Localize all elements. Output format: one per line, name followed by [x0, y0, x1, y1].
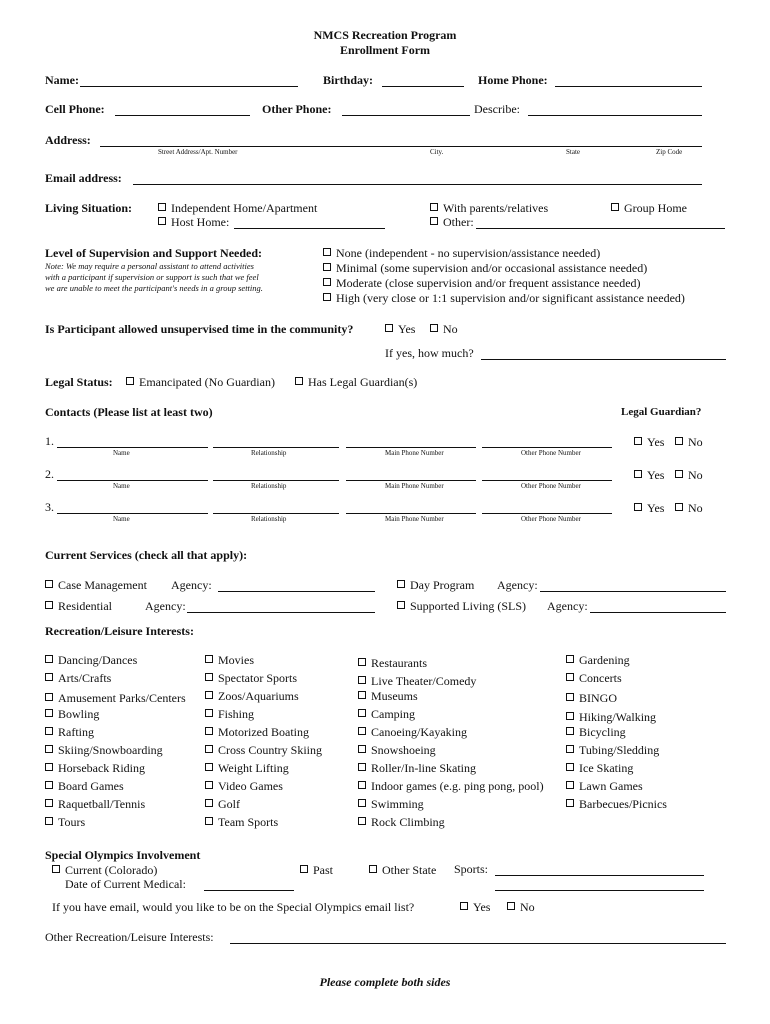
checkbox-icon[interactable]	[205, 817, 213, 825]
caption-relationship: Relationship	[251, 449, 287, 457]
interest-label: Weight Lifting	[218, 761, 289, 775]
checkbox-icon[interactable]	[358, 763, 366, 771]
interest-item[interactable]	[358, 725, 467, 739]
interest-item[interactable]	[45, 815, 85, 829]
checkbox-icon[interactable]	[397, 580, 405, 588]
checkbox-icon[interactable]	[205, 727, 213, 735]
interest-item[interactable]	[205, 779, 283, 793]
contact-3-number: 3.	[45, 500, 54, 514]
interest-item[interactable]	[45, 653, 137, 667]
checkbox-icon[interactable]	[205, 655, 213, 663]
interest-label: Concerts	[579, 671, 622, 685]
checkbox-icon[interactable]	[634, 437, 642, 445]
interest-label: Bicycling	[579, 725, 626, 739]
checkbox-icon[interactable]	[566, 727, 574, 735]
living-independent-option[interactable]	[158, 201, 317, 215]
contact-2-main-phone[interactable]	[346, 467, 476, 481]
checkbox-icon[interactable]	[566, 799, 574, 807]
describe-label: Describe:	[474, 102, 520, 116]
checkbox-icon[interactable]	[45, 693, 53, 701]
contact-2-number: 2.	[45, 467, 54, 481]
checkbox-icon[interactable]	[385, 324, 393, 332]
interest-item[interactable]	[45, 725, 94, 739]
interest-label: Swimming	[371, 797, 424, 811]
so-other-state-option[interactable]	[369, 863, 436, 877]
contact-1-relationship[interactable]	[213, 434, 339, 448]
unsupervised-yes-option[interactable]	[385, 322, 415, 336]
checkbox-icon[interactable]	[45, 781, 53, 789]
cell-phone-label: Cell Phone:	[45, 102, 105, 116]
checkbox-icon[interactable]	[358, 799, 366, 807]
no-text: No	[520, 900, 535, 914]
checkbox-icon[interactable]	[158, 203, 166, 211]
interest-item[interactable]	[205, 653, 254, 667]
interest-item[interactable]	[566, 725, 626, 739]
checkbox-icon[interactable]	[205, 763, 213, 771]
checkbox-icon[interactable]	[205, 799, 213, 807]
interest-label: Team Sports	[218, 815, 279, 829]
checkbox-icon[interactable]	[358, 691, 366, 699]
yes-text: Yes	[647, 501, 665, 515]
interest-item[interactable]	[358, 674, 476, 688]
interest-label: Tours	[58, 815, 86, 829]
agency-label-2: Agency:	[497, 578, 538, 592]
checkbox-icon[interactable]	[430, 203, 438, 211]
email-field[interactable]	[133, 171, 702, 185]
interests-heading: Recreation/Leisure Interests:	[45, 624, 194, 638]
sls-text: Supported Living (SLS)	[410, 599, 526, 613]
no-text: No	[688, 435, 703, 449]
contact-3-main-phone[interactable]	[346, 500, 476, 514]
contact-2-name[interactable]	[57, 467, 208, 481]
checkbox-icon[interactable]	[566, 655, 574, 663]
supervision-moderate-text: Moderate (close supervision and/or frequent assistance needed)	[336, 276, 641, 290]
agency-field-1[interactable]	[218, 578, 375, 592]
address-label: Address:	[45, 133, 91, 147]
agency-label-3: Agency:	[145, 599, 186, 613]
checkbox-icon[interactable]	[45, 655, 53, 663]
checkbox-icon[interactable]	[566, 745, 574, 753]
checkbox-icon[interactable]	[358, 676, 366, 684]
yes-text: Yes	[647, 468, 665, 482]
contact-1-name[interactable]	[57, 434, 208, 448]
caption-main-phone: Main Phone Number	[385, 515, 444, 523]
interest-item[interactable]	[205, 725, 309, 739]
other-interests-label: Other Recreation/Leisure Interests:	[45, 930, 214, 944]
residential-text: Residential	[58, 599, 112, 613]
checkbox-icon[interactable]	[45, 673, 53, 681]
address-zip-caption: Zip Code	[656, 148, 683, 156]
service-case-management[interactable]	[45, 578, 147, 592]
interest-label: Arts/Crafts	[58, 671, 112, 685]
interest-item[interactable]	[45, 743, 163, 757]
checkbox-icon[interactable]	[358, 817, 366, 825]
interest-item[interactable]	[566, 779, 643, 793]
interest-label: Restaurants	[371, 656, 427, 670]
caption-name: Name	[113, 449, 130, 457]
legal-guardian-text: Has Legal Guardian(s)	[308, 375, 418, 389]
sports-label: Sports:	[454, 862, 489, 876]
checkbox-icon[interactable]	[566, 763, 574, 771]
contact-1-other-phone[interactable]	[482, 434, 612, 448]
medical-date-field[interactable]	[204, 877, 294, 891]
contact-1-main-phone[interactable]	[346, 434, 476, 448]
interest-item[interactable]	[205, 815, 278, 829]
contact-1-number: 1.	[45, 434, 54, 448]
contact-3-name[interactable]	[57, 500, 208, 514]
checkbox-icon[interactable]	[430, 324, 438, 332]
checkbox-icon[interactable]	[205, 709, 213, 717]
how-much-label: If yes, how much?	[385, 346, 474, 360]
contact-3-guardian-yes[interactable]	[634, 501, 664, 515]
checkbox-icon[interactable]	[507, 902, 515, 910]
so-email-yes[interactable]	[460, 900, 490, 914]
supervision-high-option[interactable]	[323, 291, 685, 305]
interest-label: Cross Country Skiing	[218, 743, 323, 757]
supervision-note-1: Note: We may require a personal assistant to attend activities	[45, 261, 254, 271]
describe-field[interactable]	[528, 102, 702, 116]
checkbox-icon[interactable]	[566, 693, 574, 701]
checkbox-icon[interactable]	[45, 799, 53, 807]
interest-label: Bowling	[58, 707, 100, 721]
interest-label: Fishing	[218, 707, 255, 721]
interest-item[interactable]	[358, 761, 476, 775]
so-email-no[interactable]	[507, 900, 535, 914]
interest-label: Snowshoeing	[371, 743, 436, 757]
interest-label: Ice Skating	[579, 761, 634, 775]
supervision-high-text: High (very close or 1:1 supervision and/or significant assistance needed)	[336, 291, 685, 305]
interest-item[interactable]	[45, 671, 111, 685]
living-host-text: Host Home:	[171, 215, 230, 229]
interest-label: Tubing/Sledding	[579, 743, 660, 757]
interest-item[interactable]	[358, 797, 424, 811]
birthday-field[interactable]	[382, 73, 464, 87]
agency-field-2[interactable]	[540, 578, 726, 592]
checkbox-icon[interactable]	[45, 745, 53, 753]
interest-label: Zoos/Aquariums	[218, 689, 299, 703]
contact-3-guardian-no[interactable]	[675, 501, 703, 515]
interest-item[interactable]	[566, 691, 617, 705]
checkbox-icon[interactable]	[358, 781, 366, 789]
case-management-text: Case Management	[58, 578, 147, 592]
interest-item[interactable]	[205, 743, 322, 757]
interest-item[interactable]	[358, 779, 544, 793]
checkbox-icon[interactable]	[205, 691, 213, 699]
checkbox-icon[interactable]	[675, 503, 683, 511]
email-label: Email address:	[45, 171, 122, 185]
living-other-field[interactable]	[476, 215, 725, 229]
supervision-label: Level of Supervision and Support Needed:	[45, 246, 263, 260]
interest-label: Roller/In-line Skating	[371, 761, 476, 775]
checkbox-icon[interactable]	[566, 673, 574, 681]
no-text: No	[688, 501, 703, 515]
caption-other-phone: Other Phone Number	[521, 449, 581, 457]
checkbox-icon[interactable]	[358, 658, 366, 666]
name-label: Name:	[45, 73, 79, 87]
unsupervised-yes-text: Yes	[398, 322, 416, 336]
interest-label: Motorized Boating	[218, 725, 309, 739]
checkbox-icon[interactable]	[358, 745, 366, 753]
caption-name: Name	[113, 515, 130, 523]
no-text: No	[688, 468, 703, 482]
agency-label-1: Agency:	[171, 578, 212, 592]
checkbox-icon[interactable]	[45, 580, 53, 588]
sports-field-1[interactable]	[495, 862, 704, 876]
checkbox-icon[interactable]	[358, 709, 366, 717]
home-phone-field[interactable]	[555, 73, 702, 87]
interest-label: Canoeing/Kayaking	[371, 725, 467, 739]
agency-field-3[interactable]	[187, 599, 375, 613]
agency-label-4: Agency:	[547, 599, 588, 613]
legal-label: Legal Status:	[45, 375, 113, 389]
other-interests-field[interactable]	[230, 930, 726, 944]
interest-label: Movies	[218, 653, 254, 667]
checkbox-icon[interactable]	[158, 217, 166, 225]
interest-item[interactable]	[205, 761, 289, 775]
so-other-state-text: Other State	[382, 863, 437, 877]
supervision-none-option[interactable]	[323, 246, 600, 260]
interest-item[interactable]	[205, 689, 299, 703]
checkbox-icon[interactable]	[634, 470, 642, 478]
unsupervised-question: Is Participant allowed unsupervised time in the community?	[45, 322, 354, 336]
host-home-field[interactable]	[234, 215, 385, 229]
supervision-minimal-option[interactable]	[323, 261, 647, 275]
interest-item[interactable]	[566, 797, 667, 811]
contact-1-guardian-yes[interactable]	[634, 435, 664, 449]
interest-label: Board Games	[58, 779, 124, 793]
checkbox-icon[interactable]	[45, 817, 53, 825]
checkbox-icon[interactable]	[323, 248, 331, 256]
living-other-text: Other:	[443, 215, 474, 229]
caption-name: Name	[113, 482, 130, 490]
special-olympics-heading: Special Olympics Involvement	[45, 848, 201, 862]
interest-label: Amusement Parks/Centers	[58, 691, 186, 705]
interest-label: Live Theater/Comedy	[371, 674, 477, 688]
supervision-note-3: we are unable to meet the participant's needs in a group setting.	[45, 283, 263, 293]
contact-3-other-phone[interactable]	[482, 500, 612, 514]
interest-item[interactable]	[205, 797, 240, 811]
caption-other-phone: Other Phone Number	[521, 482, 581, 490]
caption-relationship: Relationship	[251, 515, 287, 523]
supervision-none-text: None (independent - no supervision/assistance needed)	[336, 246, 601, 260]
unsupervised-no-option[interactable]	[430, 322, 458, 336]
contact-2-guardian-yes[interactable]	[634, 468, 664, 482]
interest-item[interactable]	[566, 653, 630, 667]
checkbox-icon[interactable]	[675, 437, 683, 445]
service-residential[interactable]	[45, 599, 112, 613]
interest-item[interactable]	[566, 671, 622, 685]
living-host-option[interactable]	[158, 215, 229, 229]
interest-label: Horseback Riding	[58, 761, 145, 775]
interest-item[interactable]	[205, 707, 254, 721]
checkbox-icon[interactable]	[45, 727, 53, 735]
other-phone-label: Other Phone:	[262, 102, 332, 116]
interest-label: BINGO	[579, 691, 617, 705]
interest-label: Gardening	[579, 653, 630, 667]
legal-emancipated-text: Emancipated (No Guardian)	[139, 375, 275, 389]
interest-item[interactable]	[566, 761, 633, 775]
interest-item[interactable]	[358, 656, 427, 670]
contact-2-guardian-no[interactable]	[675, 468, 703, 482]
interest-label: Indoor games (e.g. ping pong, pool)	[371, 779, 544, 793]
contact-2-relationship[interactable]	[213, 467, 339, 481]
interest-label: Skiing/Snowboarding	[58, 743, 163, 757]
contact-1-guardian-no[interactable]	[675, 435, 703, 449]
interest-item[interactable]	[566, 710, 656, 724]
birthday-label: Birthday:	[323, 73, 374, 87]
contact-2-other-phone[interactable]	[482, 467, 612, 481]
checkbox-icon[interactable]	[300, 865, 308, 873]
footer-note: Please complete both sides	[319, 975, 451, 989]
interest-item[interactable]	[566, 743, 659, 757]
checkbox-icon[interactable]	[430, 217, 438, 225]
checkbox-icon[interactable]	[566, 781, 574, 789]
living-group-text: Group Home	[624, 201, 687, 215]
living-group-option[interactable]	[611, 201, 687, 215]
checkbox-icon[interactable]	[323, 263, 331, 271]
checkbox-icon[interactable]	[460, 902, 468, 910]
yes-text: Yes	[473, 900, 491, 914]
interest-label: Golf	[218, 797, 240, 811]
contact-3-relationship[interactable]	[213, 500, 339, 514]
checkbox-icon[interactable]	[358, 727, 366, 735]
interest-item[interactable]	[358, 743, 436, 757]
caption-other-phone: Other Phone Number	[521, 515, 581, 523]
address-field[interactable]	[100, 133, 702, 147]
interest-label: Lawn Games	[579, 779, 643, 793]
medical-date-label: Date of Current Medical:	[65, 877, 186, 891]
interest-label: Hiking/Walking	[579, 710, 657, 724]
interest-item[interactable]	[358, 689, 418, 703]
interest-item[interactable]	[45, 761, 145, 775]
so-past-text: Past	[313, 863, 334, 877]
checkbox-icon[interactable]	[369, 865, 377, 873]
day-program-text: Day Program	[410, 578, 475, 592]
checkbox-icon[interactable]	[126, 377, 134, 385]
services-heading: Current Services (check all that apply):	[45, 548, 248, 562]
how-much-field[interactable]	[481, 346, 726, 360]
checkbox-icon[interactable]	[205, 745, 213, 753]
living-parents-option[interactable]	[430, 201, 548, 215]
legal-guardian-option[interactable]	[295, 375, 417, 389]
interest-label: Video Games	[218, 779, 283, 793]
checkbox-icon[interactable]	[566, 712, 574, 720]
address-state-caption: State	[566, 148, 580, 156]
checkbox-icon[interactable]	[45, 709, 53, 717]
checkbox-icon[interactable]	[634, 503, 642, 511]
service-day-program[interactable]	[397, 578, 474, 592]
name-field[interactable]	[80, 73, 298, 87]
living-label: Living Situation:	[45, 201, 133, 215]
checkbox-icon[interactable]	[611, 203, 619, 211]
checkbox-icon[interactable]	[295, 377, 303, 385]
interest-label: Rock Climbing	[371, 815, 445, 829]
legal-guardian-heading: Legal Guardian?	[621, 406, 702, 418]
other-phone-field[interactable]	[342, 102, 470, 116]
interest-item[interactable]	[45, 779, 124, 793]
caption-main-phone: Main Phone Number	[385, 449, 444, 457]
caption-relationship: Relationship	[251, 482, 287, 490]
address-city-caption: City.	[430, 148, 444, 156]
caption-main-phone: Main Phone Number	[385, 482, 444, 490]
so-current-text: Current (Colorado)	[65, 863, 158, 877]
contacts-heading: Contacts (Please list at least two)	[45, 405, 213, 419]
interest-label: Dancing/Dances	[58, 653, 138, 667]
checkbox-icon[interactable]	[323, 293, 331, 301]
checkbox-icon[interactable]	[205, 673, 213, 681]
interest-item[interactable]	[205, 671, 297, 685]
sports-field-2[interactable]	[495, 877, 704, 891]
checkbox-icon[interactable]	[675, 470, 683, 478]
living-other-option[interactable]	[430, 215, 474, 229]
agency-field-4[interactable]	[590, 599, 726, 613]
form-title: NMCS Recreation Program	[313, 28, 457, 42]
service-sls[interactable]	[397, 599, 526, 613]
checkbox-icon[interactable]	[323, 278, 331, 286]
supervision-moderate-option[interactable]	[323, 276, 641, 290]
interest-item[interactable]	[45, 691, 186, 705]
so-email-question: If you have email, would you like to be on the Special Olympics email list?	[52, 900, 415, 914]
checkbox-icon[interactable]	[397, 601, 405, 609]
interest-label: Rafting	[58, 725, 94, 739]
checkbox-icon[interactable]	[45, 763, 53, 771]
so-past-option[interactable]	[300, 863, 333, 877]
form-subtitle: Enrollment Form	[339, 43, 431, 57]
interest-label: Barbecues/Picnics	[579, 797, 667, 811]
supervision-minimal-text: Minimal (some supervision and/or occasional assistance needed)	[336, 261, 648, 275]
living-parents-text: With parents/relatives	[443, 201, 549, 215]
interest-label: Museums	[371, 689, 418, 703]
legal-emancipated-option[interactable]	[126, 375, 275, 389]
interest-label: Camping	[371, 707, 415, 721]
so-current-option[interactable]	[52, 863, 157, 877]
interest-label: Raquetball/Tennis	[58, 797, 146, 811]
checkbox-icon[interactable]	[205, 781, 213, 789]
interest-item[interactable]	[358, 707, 415, 721]
interest-item[interactable]	[45, 797, 145, 811]
address-street-caption: Street Address/Apt. Number	[158, 148, 238, 156]
supervision-note-2: with a participant if supervision or support is such that we feel	[45, 272, 259, 282]
home-phone-label: Home Phone:	[478, 73, 548, 87]
interest-item[interactable]	[358, 815, 445, 829]
checkbox-icon[interactable]	[52, 865, 60, 873]
yes-text: Yes	[647, 435, 665, 449]
unsupervised-no-text: No	[443, 322, 458, 336]
cell-phone-field[interactable]	[115, 102, 250, 116]
living-independent-text: Independent Home/Apartment	[171, 201, 318, 215]
checkbox-icon[interactable]	[45, 601, 53, 609]
interest-item[interactable]	[45, 707, 99, 721]
interest-label: Spectator Sports	[218, 671, 297, 685]
